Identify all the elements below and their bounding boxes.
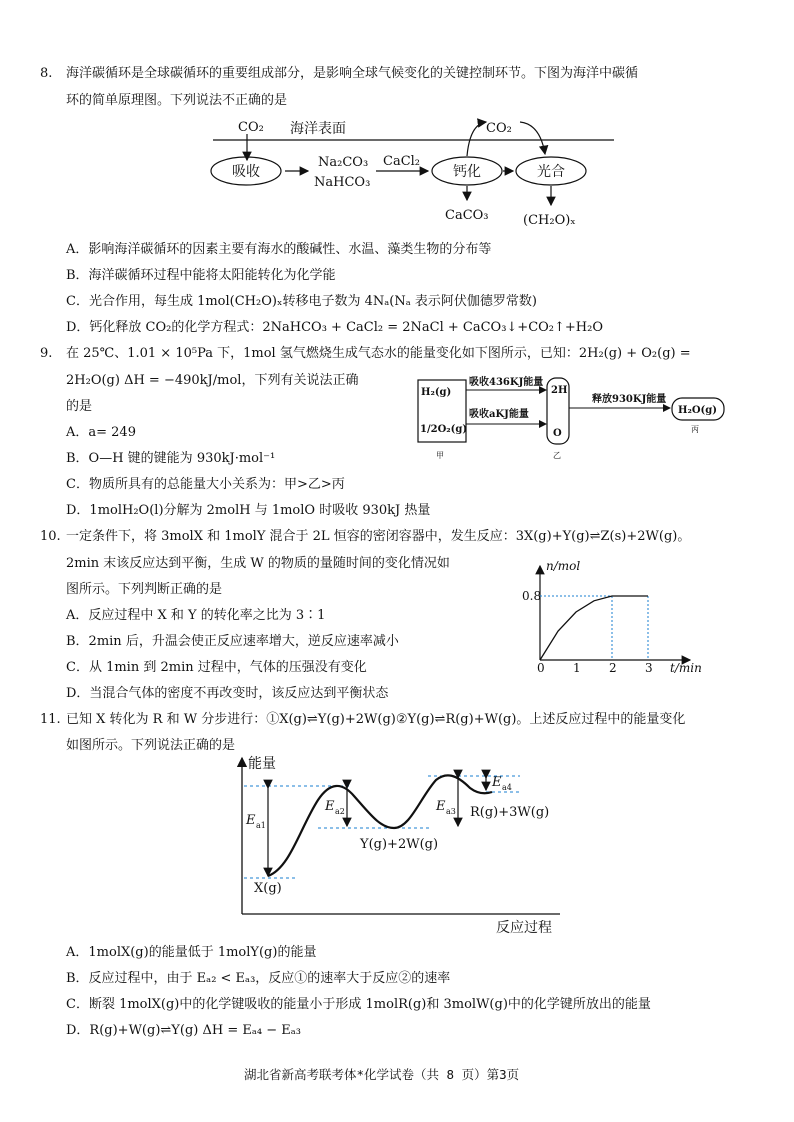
r-3w-label: R(g)+3W(g) bbox=[470, 805, 550, 820]
q8-option-c: C．光合作用，每生成 1mol(CH₂O)ₓ转移电子数为 4Nₐ(Nₐ 表示阿伏伽德罗常数) bbox=[66, 294, 537, 309]
q11-option-c: C．断裂 1molX(g)中的化学键吸收的能量小于形成 1molR(g)和 3molW(g)中的化学键所放出的能量 bbox=[66, 997, 651, 1012]
nahco3-label: NaHCO₃ bbox=[314, 175, 371, 190]
ea1-label: E bbox=[246, 813, 256, 828]
cacl2-label: CaCl₂ bbox=[383, 154, 421, 169]
q9-stem-line1: 在 25℃、1.01 × 10⁵Pa 下，1mol 氢气燃烧生成气态水的能量变化如下图所示，已知：2H₂(g) + O₂(g) = bbox=[66, 346, 691, 361]
q9-number: 9. bbox=[40, 346, 53, 361]
q10-number: 10. bbox=[40, 529, 61, 544]
progress-axis-label: 反应过程 bbox=[496, 920, 552, 936]
q10-option-a: A．反应过程中 X 和 Y 的转化率之比为 3∶1 bbox=[66, 608, 326, 623]
x-tick-0: 0 bbox=[537, 661, 545, 675]
h2-label: H₂(g) bbox=[421, 387, 452, 398]
two-h-label: 2H bbox=[551, 385, 568, 396]
x-g-label: X(g) bbox=[254, 881, 282, 896]
h2o-label: H₂O(g) bbox=[678, 405, 717, 416]
q11-option-b: B．反应过程中，由于 Eₐ₂ < Eₐ₃，反应①的速率大于反应②的速率 bbox=[66, 971, 451, 986]
q10-option-d: D．当混合气体的密度不再改变时，该反应达到平衡状态 bbox=[66, 686, 389, 701]
q11-option-a: A．1molX(g)的能量低于 1molY(g)的能量 bbox=[66, 945, 317, 960]
ea3-sub: a3 bbox=[446, 807, 456, 816]
page-footer: 湖北省新高考联考体*化学试卷（共 8 页）第3页 bbox=[244, 1067, 520, 1082]
q10-stem-line3: 图所示。下列判断正确的是 bbox=[66, 582, 223, 597]
q9-option-d: D．1molH₂O(l)分解为 2molH 与 1molO 时吸收 930kJ 热量 bbox=[66, 503, 431, 518]
ch2o-label: (CH₂O)ₓ bbox=[523, 213, 576, 228]
q11-energy-profile bbox=[0, 748, 794, 948]
ea3-label: E bbox=[436, 799, 446, 814]
q11-number: 11. bbox=[40, 712, 61, 727]
ocean-surface-label: 海洋表面 bbox=[290, 121, 346, 137]
co2-right-label: CO₂ bbox=[486, 121, 512, 136]
caco3-label: CaCO₃ bbox=[445, 208, 489, 223]
q9-stem-line2: 2H₂O(g) ΔH = −490kJ/mol，下列有关说法正确 bbox=[66, 373, 359, 388]
q8-stem-line2: 环的简单原理图。下列说法不正确的是 bbox=[66, 93, 288, 108]
q8-option-a: A．影响海洋碳循环的因素主要有海水的酸碱性、水温、藻类生物的分布等 bbox=[66, 242, 492, 257]
calcify-label: 钙化 bbox=[453, 164, 481, 180]
yi-label: 乙 bbox=[553, 451, 561, 460]
co2-left-label: CO₂ bbox=[238, 120, 264, 135]
half-o2-label: 1/2O₂(g) bbox=[420, 424, 468, 435]
q8-number: 8. bbox=[40, 66, 53, 81]
release-930-label: 释放930KJ能量 bbox=[592, 394, 667, 405]
absorb-a-label: 吸收aKJ能量 bbox=[469, 409, 529, 420]
q11-stem-line1: 已知 X 转化为 R 和 W 分步进行：①X(g)⇌Y(g)+2W(g)②Y(g)⇌R(g)+W(g)。上述反应过程中的能量变化 bbox=[66, 712, 686, 727]
q10-option-c: C．从 1min 到 2min 过程中，气体的压强没有变化 bbox=[66, 660, 367, 675]
q9-option-a: A．a= 249 bbox=[66, 425, 136, 440]
q8-option-d: D．钙化释放 CO₂的化学方程式：2NaHCO₃ + CaCl₂ = 2NaCl + CaCO₃↓+CO₂↑+H₂O bbox=[66, 320, 604, 335]
x-tick-3: 3 bbox=[645, 661, 653, 675]
q9-option-b: B．O—H 键的键能为 930kJ·mol⁻¹ bbox=[66, 451, 276, 466]
photo-label: 光合 bbox=[537, 164, 565, 180]
absorb-436-label: 吸收436KJ能量 bbox=[469, 377, 544, 388]
q9-option-c: C．物质所具有的总能量大小关系为：甲>乙>丙 bbox=[66, 477, 345, 492]
bing-label: 丙 bbox=[691, 425, 699, 434]
energy-axis-label: 能量 bbox=[248, 756, 276, 772]
q10-stem-line1: 一定条件下，将 3molX 和 1molY 混合于 2L 恒容的密闭容器中，发生反应：3X(g)+Y(g)⇌Z(s)+2W(g)。 bbox=[66, 529, 691, 544]
na2co3-label: Na₂CO₃ bbox=[318, 155, 369, 170]
ea2-label: E bbox=[325, 799, 335, 814]
q11-option-d: D．R(g)+W(g)⇌Y(g) ΔH = Eₐ₄ − Eₐ₃ bbox=[66, 1023, 301, 1038]
x-tick-1: 1 bbox=[573, 661, 581, 675]
q11-stem-line2: 如图所示。下列说法正确的是 bbox=[66, 738, 236, 753]
q9-stem-line3: 的是 bbox=[66, 399, 93, 414]
ea1-sub: a1 bbox=[256, 821, 266, 830]
y-2w-label: Y(g)+2W(g) bbox=[360, 837, 439, 852]
q10-line-chart bbox=[520, 558, 720, 683]
y-tick-label: 0.8 bbox=[522, 589, 542, 603]
q8-stem-line1: 海洋碳循环是全球碳循环的重要组成部分，是影响全球气候变化的关键控制环节。下图为海洋中碳循 bbox=[66, 66, 639, 81]
q10-option-b: B．2min 后，升温会使正反应速率增大，逆反应速率减小 bbox=[66, 634, 399, 649]
ea2-sub: a2 bbox=[335, 807, 345, 816]
y-axis-label: n/mol bbox=[546, 559, 581, 573]
o-label: O bbox=[553, 428, 562, 439]
q10-stem-line2: 2min 末该反应达到平衡，生成 W 的物质的量随时间的变化情况如 bbox=[66, 556, 450, 571]
jia-label: 甲 bbox=[436, 451, 444, 460]
x-axis-label: t/min bbox=[670, 661, 702, 675]
ea4-sub: a4 bbox=[502, 783, 512, 792]
x-tick-2: 2 bbox=[609, 661, 617, 675]
absorb-label: 吸收 bbox=[232, 164, 260, 180]
w-amount-curve bbox=[540, 596, 648, 660]
ea4-label: E bbox=[492, 775, 502, 790]
q8-option-b: B．海洋碳循环过程中能将太阳能转化为化学能 bbox=[66, 268, 336, 283]
